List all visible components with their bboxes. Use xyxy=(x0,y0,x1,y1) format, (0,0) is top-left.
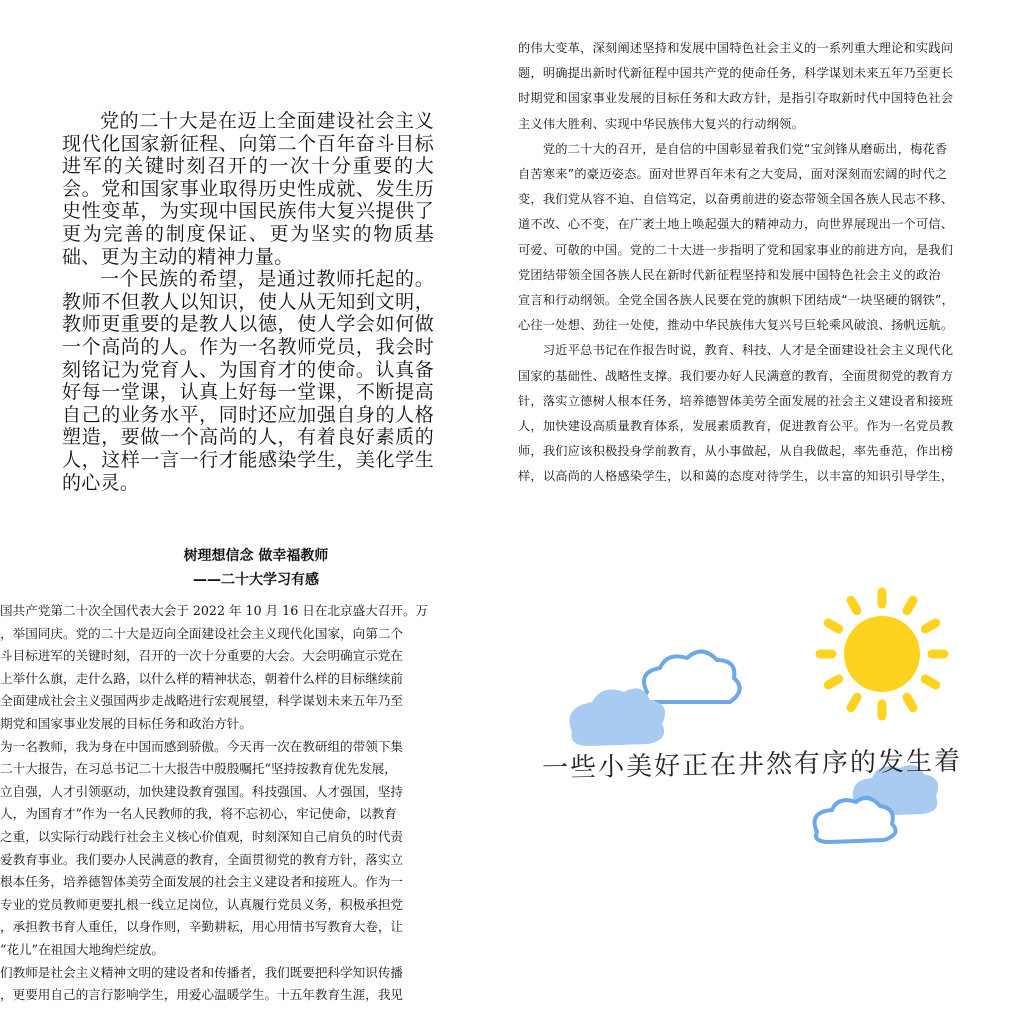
text-line: 变，我们党从容不迫、自信笃定，以奋勇前进的姿态带领全国各族人民志不移、 xyxy=(518,192,954,207)
text-line: ，更要用自己的言行影响学生，用爱心温暖学生。十五年教育生涯，我见 xyxy=(0,987,403,1003)
text-line: 之重，以实际行动践行社会主义核心价值观，时刻深知自己肩负的时代责 xyxy=(0,828,403,844)
text-line: 的伟大变革，深刻阐述坚持和发展中国特色社会主义的一系列重大理论和实践问 xyxy=(518,41,954,55)
text-line: 宣言和行动纲领。全党全国各族人民要在党的旗帜下团结成“一块坚硬的钢铁”， xyxy=(518,293,955,308)
text-line: 上举什么旗，走什么路，以什么样的精神状态，朝着什么样的目标继续前 xyxy=(0,670,403,686)
essay-body-text xyxy=(0,600,474,1007)
text-line: “花儿”在祖国大地绚烂绽放。 xyxy=(0,941,165,957)
text-line: 人，加快建设高质量教育体系，发展素质教育，促进教育公平。作为一名党员教 xyxy=(518,419,954,434)
text-line: 师，我们应该积极投身学前教育，从小事做起，从自我做起，率先垂范，作出榜 xyxy=(518,444,954,459)
text-line: 党的二十大的召开，是自信的中国彰显着我们党“宝剑锋从磨砺出，梅花香 xyxy=(518,141,948,156)
document-page-top-right xyxy=(512,0,1024,512)
text-line: 心往一处想、劲往一处使，推动中华民族伟大复兴号巨轮乘风破浪、扬帆远航。 xyxy=(518,318,954,333)
text-line: 党团结带领全国各族人民在新时代新征程坚持和发展中国特色社会主义的政治 xyxy=(518,267,941,282)
text-line: 根本任务，培养德智体美劳全面发展的社会主义建设者和接班人。作为一 xyxy=(0,874,403,890)
illustration-panel xyxy=(512,512,1024,1024)
paragraph-1: 党的二十大是在迈上全面建设社会主义现代化国家新征程、向第二个百年奋斗目标进军的关键时刻召开的一次十分重要的大会。党和国家事业取得历史性成就、发生历史性变革，为实现中国民族伟大复兴提供了更为完善的制度保证、更为坚实的物质基础、更为主动的精神力量。 xyxy=(62,110,434,268)
text-line: 们教师是社会主义精神文明的建设者和传播者，我们既要把科学知识传播 xyxy=(0,964,403,980)
text-line: ，承担教书育人重任，以身作则，辛勤耕耘，用心用情书写教育大卷，让 xyxy=(0,919,403,935)
text-line: 国共产党第二十次全国代表大会于 2022 年 10 月 16 日在北京盛大召开。万 xyxy=(0,603,429,618)
text-line: 可爱、可敬的中国。党的二十大进一步指明了党和国家事业的前进方向，是我们 xyxy=(518,242,954,257)
text-line: 道不改、心不变，在广袤土地上唤起强大的精神动力，向世界展现出一个可信、 xyxy=(518,217,954,232)
text-line: 专业的党员教师更要扎根一线立足岗位，认真履行党员义务，积极承担党 xyxy=(0,896,403,912)
text-line: 习近平总书记在作报告时说，教育、科技、人才是全面建设社会主义现代化 xyxy=(518,343,954,358)
text-line: 题，明确提出新时代新征程中国共产党的使命任务，科学谋划未来五年乃至更长 xyxy=(518,66,954,81)
text-line: 爱教育事业。我们要办人民满意的教育，全面贯彻党的教育方针，落实立 xyxy=(0,851,403,867)
text-line: 人，为国育才”作为一名人民教师的我，将不忘初心，牢记使命，以教育 xyxy=(0,806,397,822)
text-line: 期党和国家事业发展的目标任务和政治方针。 xyxy=(0,715,252,731)
cloud-icon xyxy=(644,651,740,702)
text-line: 斗目标进军的关键时刻，召开的一次十分重要的大会。大会明确宣示党在 xyxy=(0,648,403,664)
essay-continuation-text xyxy=(518,36,988,490)
essay-subtitle: ——二十大学习有感 xyxy=(193,572,319,588)
text-line: ，举国同庆。党的二十大是迈向全面建设社会主义现代化国家，向第二个 xyxy=(0,625,403,641)
essay-text-block xyxy=(62,110,434,494)
text-line: 全面建成社会主义强国两步走战略进行宏观展望，科学谋划未来五年乃至 xyxy=(0,693,403,709)
text-line: 主义伟大胜利、实现中华民族伟大复兴的行动纲领。 xyxy=(518,116,805,131)
text-line: 时期党和国家事业发展的目标任务和大政方针，是指引夺取新时代中国特色社会 xyxy=(518,91,954,106)
paragraph-2: 一个民族的希望，是通过教师托起的。教师不但教人以知识，使人从无知到文明，教师更重要的是教人以德，使人学会如何做一个高尚的人。作为一名教师党员，我会时刻铭记为党育人、为国育才的使命。认真备好每一堂课，认真上好每一堂课，不断提高自己的业务水平，同时还应加强自身的人格塑造，要做一个高尚的人，有着良好素质的人，这样一言一行才能感染学生，美化学生的心灵。 xyxy=(62,268,434,494)
document-page-bottom-left xyxy=(0,512,512,1024)
text-line: 样，以高尚的人格感染学生，以和蔼的态度对待学生，以丰富的知识引导学生， xyxy=(518,469,954,484)
text-line: 为一名教师，我为身在中国而感到骄傲。今天再一次在教研组的带领下集 xyxy=(0,738,403,754)
text-line: 自苦寒来”的豪迈姿态。面对世界百年未有之大变局，面对深刻而宏阔的时代之 xyxy=(518,167,948,182)
sun-icon xyxy=(820,592,944,716)
text-line: 立自强，人才引领驱动，加快建设教育强国。科技强国、人才强国，坚持 xyxy=(0,783,403,799)
document-page-top-left xyxy=(0,0,512,512)
text-line: 国家的基础性、战略性支撑。我们要办好人民满意的教育，全面贯彻党的教育方 xyxy=(518,368,954,383)
handwritten-caption: 一些小美好正在井然有序的发生着 xyxy=(541,746,963,784)
essay-title: 树理想信念 做幸福教师 xyxy=(183,548,329,564)
text-line: 针，落实立德树人根本任务，培养德智体美劳全面发展的社会主义建设者和接班 xyxy=(518,393,954,408)
text-line: 二十大报告，在习总书记二十大报告中殷殷嘱托“坚持按教育优先发展， xyxy=(0,761,397,777)
